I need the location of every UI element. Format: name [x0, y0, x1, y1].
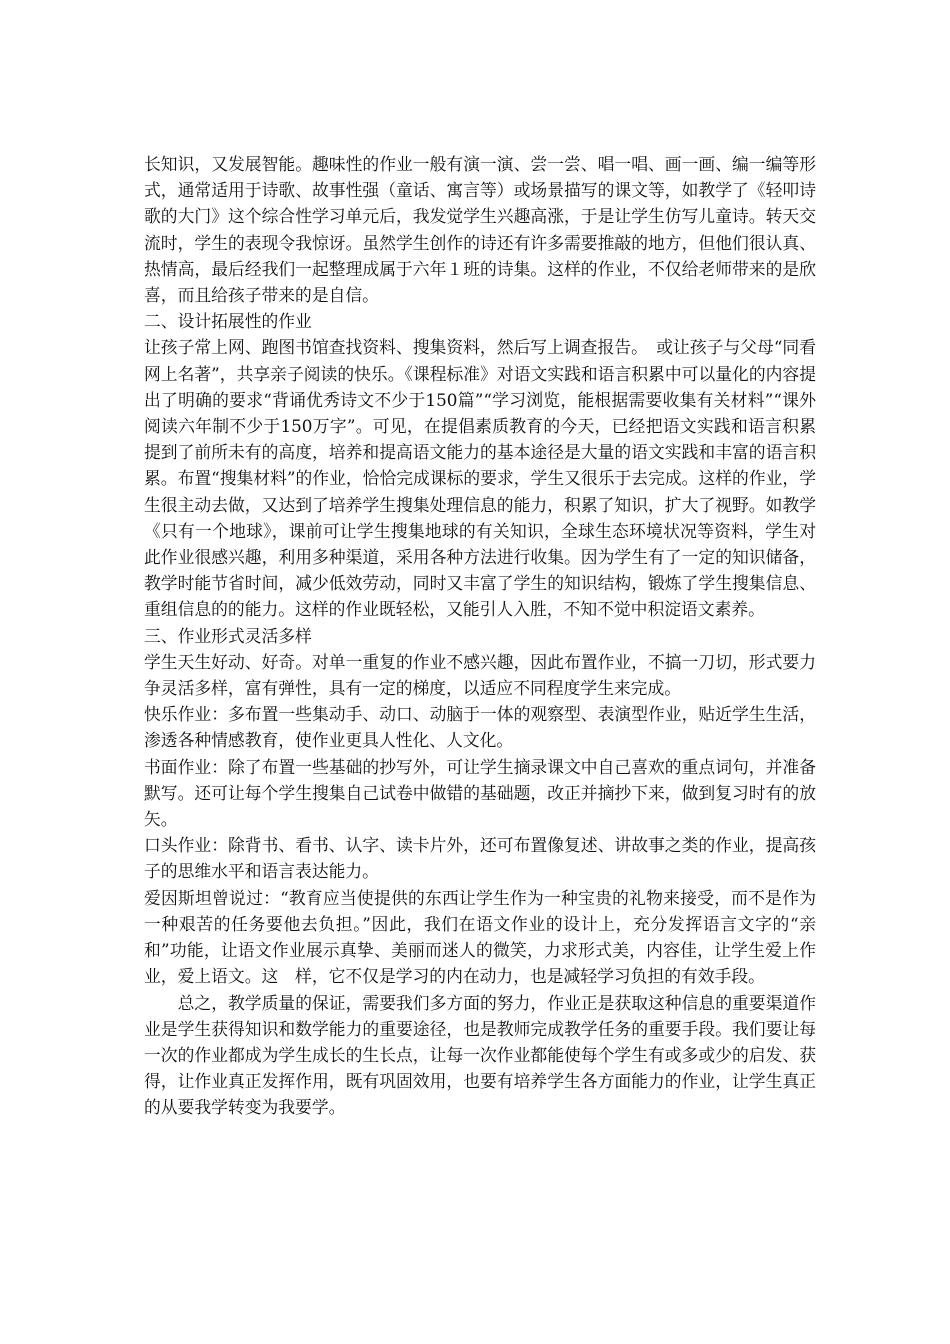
paragraph-intro-continued: 长知识，又发展智能。趣味性的作业一般有演一演、尝一尝、唱一唱、画一画、编一编等形式，通常适用于诗歌、故事性强（童话、寓言等）或场景描写的课文等，如教学了《轻叩诗歌的大门》这个综合性学习单元后，我发觉学生兴趣高涨，于是让学生仿写儿童诗。转天交流时，学生的表现令我惊讶。虽然学生创作的诗还有许多需要推敲的地方，但他们很认真、热情高，最后经我们一起整理成属于六年１班的诗集。这样的作业，不仅给老师带来的是欣喜，而且给孩子带来的是自信。: [144, 154, 816, 306]
paragraph-written-homework: 书面作业：除了布置一些基础的抄写外，可让学生摘录课文中自己喜欢的重点词句，并准备默写。还可让每个学生搜集自己试卷中做错的基础题，改正并摘抄下来，做到复习时有的放矢。: [144, 756, 816, 830]
paragraph-flexible-forms: 学生天生好动、好奇。对单一重复的作业不感兴趣，因此布置作业，不搞一刀切，形式要力争灵活多样，富有弹性，具有一定的梯度，以适应不同程度学生来完成。: [144, 651, 816, 699]
section-heading-3: 三、作业形式灵活多样: [144, 625, 312, 646]
paragraph-oral-homework: 口头作业：除背书、看书、认字、读卡片外，还可布置像复述、讲故事之类的作业，提高孩子的思维水平和语言表达能力。: [144, 835, 816, 882]
paragraph-happy-homework: 快乐作业：多布置一些集动手、动口、动脑于一体的观察型、表演型作业，贴近学生生活，渗透各种情感教育，使作业更具人性化、人文化。: [144, 704, 816, 751]
document-body: [144, 151, 816, 1121]
section-heading-2: 二、设计拓展性的作业: [144, 311, 312, 332]
paragraph-extension-homework: 让孩子常上网、跑图书馆查找资料、搜集资料，然后写上调查报告。 或让孩子与父母“同看网上名著”，共享亲子阅读的快乐。《课程标准》对语文实践和语言积累中可以量化的内容提出了明确的要求“背诵优秀诗文不少于150篇”“学习浏览，能根据需要收集有关材料”“课外阅读六年制不少于150万字”。可见，在提倡素质教育的今天，已经把语文实践和语言积累提到了前所未有的高度，培养和提高语文能力的基本途径是大量的语文实践和丰富的语言积累。布置“搜集材料”的作业，恰恰完成课标的要求，学生又很乐于去完成。这样的作业，学生很主动去做，又达到了培养学生搜集处理信息的能力，积累了知识，扩大了视野。如教学《只有一个地球》，课前可让学生搜集地球的有关知识，全球生态环境状况等资料，学生对此作业很感兴趣，利用多种渠道，采用各种方法进行收集。因为学生有了一定的知识储备，教学时能节省时间，减少低效劳动，同时又丰富了学生的知识结构，锻炼了学生搜集信息、重组信息的的能力。这样的作业既轻松，又能引人入胜，不知不觉中积淀语文素养。: [144, 337, 816, 620]
paragraph-einstein-quote: 爱因斯坦曾说过：“教育应当使提供的东西让学生作为一种宝贵的礼物来接受，而不是作为一种艰苦的任务要他去负担。”因此，我们在语文作业的设计上，充分发挥语言文字的“亲和”功能，让语文作业展示真挚、美丽而迷人的微笑，力求形式美，内容佳，让学生爱上作业，爱上语文。这 样，它不仅是学习的内在动力，也是减轻学习负担的有效手段。: [144, 887, 816, 987]
paragraph-conclusion: 总之，教学质量的保证，需要我们多方面的努力，作业正是获取这种信息的重要渠道作业是学生获得知识和数学能力的重要途径，也是教师完成教学任务的重要手段。我们要让每一次的作业都成为学生成长的生长点，让每一次作业都能使每个学生有或多或少的启发、获得，让作业真正发挥作用，既有巩固效用，也要有培养学生各方面能力的作业，让学生真正的从要我学转变为我要学。: [144, 992, 816, 1118]
